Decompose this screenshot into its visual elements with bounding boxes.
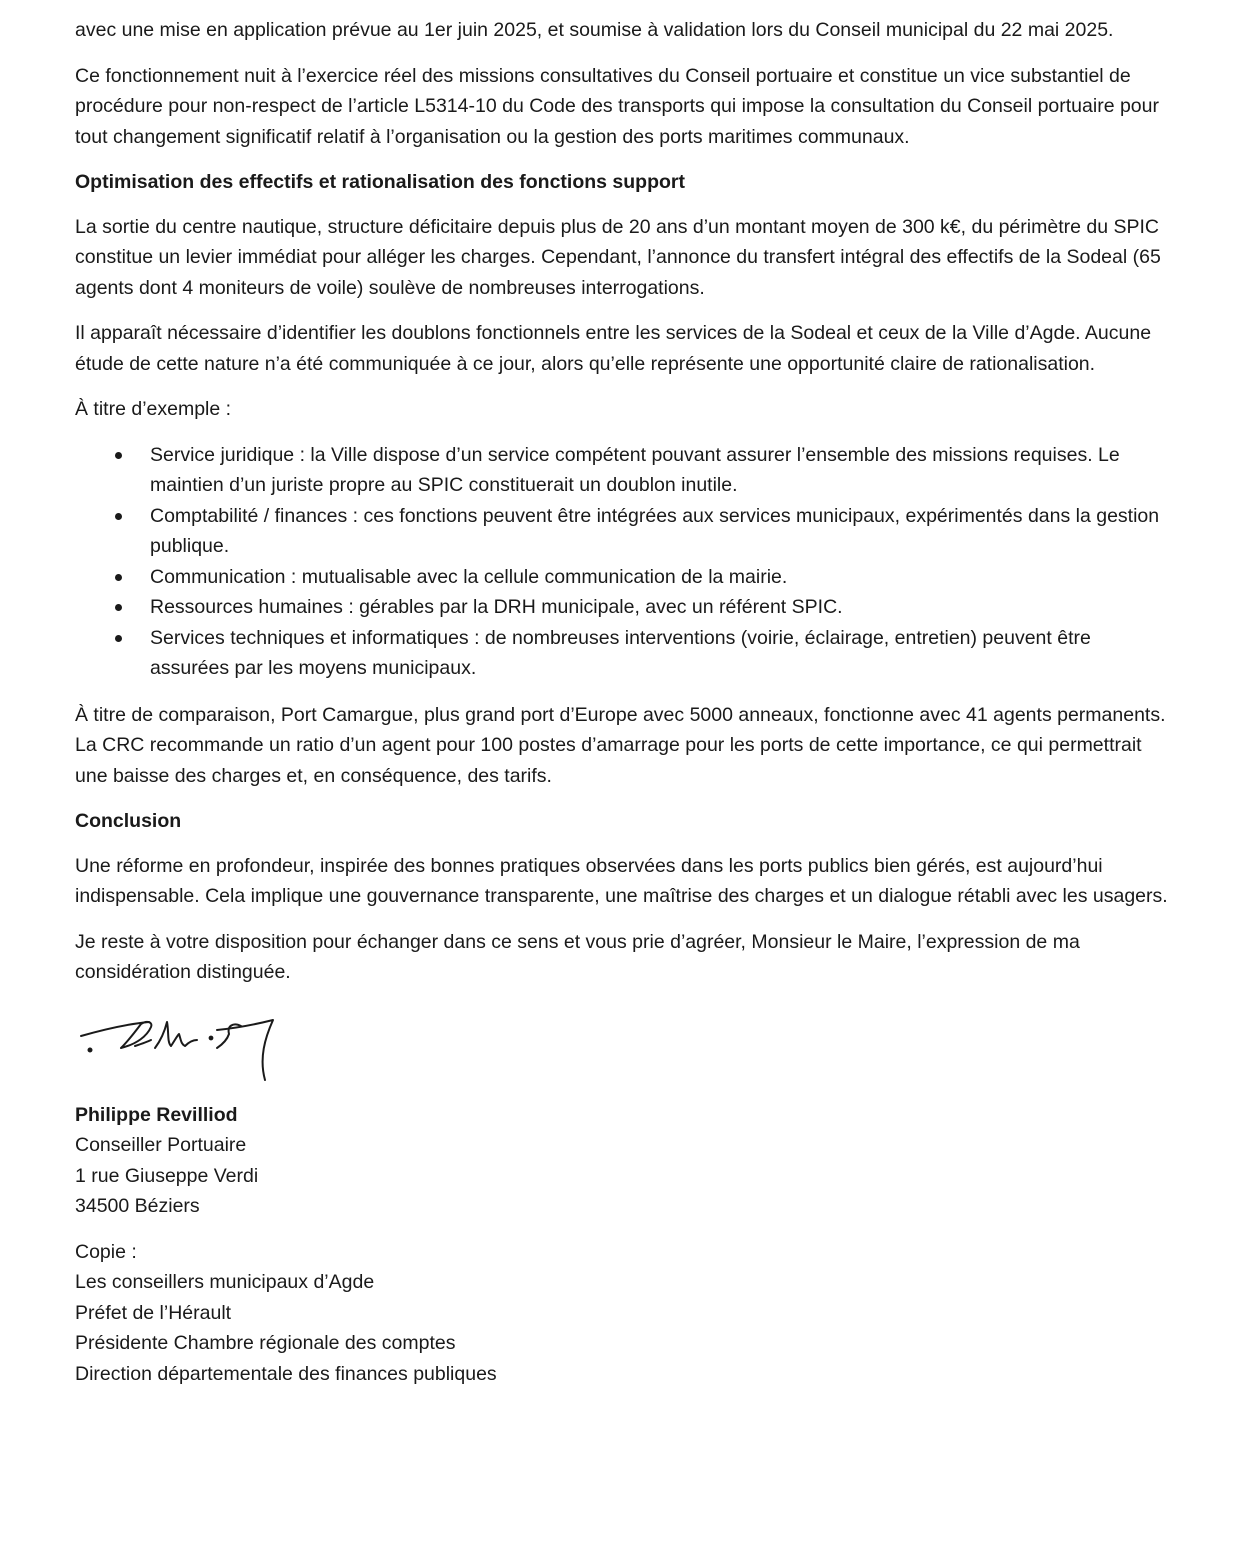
bullet-icon [115,513,122,520]
copy-recipient: Préfet de l’Hérault [75,1301,232,1324]
sender-city: 34500 Béziers [75,1195,200,1217]
list-item-text: Ressources humaines : gérables par la DRH municipale, avec un référent SPIC. [150,596,843,618]
bullet-icon [115,452,122,459]
optimisation-paragraph-1: La sortie du centre nautique, structure déficitaire depuis plus de 20 ans d’un montant moyen de 300 k€, du périmètre du SPIC constitue un levier immédiat pour alléger les charges. Cependant, l’annonce du transfert intégral des effectifs de la Sodeal (65 agents dont 4 moniteurs de voile) soulève de nombreuses interrogations. [75,215,1161,299]
copy-recipient: Les conseillers municipaux d’Agde [75,1271,375,1293]
list-item-text: Services techniques et informatiques : de nombreuses interventions (voirie, éclairage, entretien) peuvent être assurées par les moyens municipaux. [150,626,1091,679]
list-item [75,501,1175,562]
copies-label: Copie : [75,1240,137,1263]
sender-title: Conseiller Portuaire [75,1134,247,1156]
optimisation-paragraph-3: À titre d’exemple : [75,398,232,420]
optimisation-paragraph-2: Il apparaît nécessaire d’identifier les doublons fonctionnels entre les services de la Sodeal et ceux de la Ville d’Agde. Aucune étude de cette nature n’a été communiquée à ce jour, alors qu’elle représente une opportunité claire de rationalisation. [75,322,1152,375]
examples-list [75,440,1175,684]
intro-paragraph-2: Ce fonctionnement nuit à l’exercice réel des missions consultatives du Conseil portuaire et constitue un vice substantiel de procédure pour non-respect de l’article L5314-10 du Code des transports qui impose la consultation du Conseil portuaire pour tout changement significatif relatif à l’organisation ou la gestion des ports maritimes communaux. [75,64,1159,148]
bullet-icon [115,604,122,611]
sender-street: 1 rue Giuseppe Verdi [75,1164,259,1187]
optimisation-paragraph-4: À titre de comparaison, Port Camargue, plus grand port d’Europe avec 5000 anneaux, fonctionne avec 41 agents permanents. La CRC recommande un ratio d’un agent pour 100 postes d’amarrage pour les ports de cette importance, ce qui permettrait une baisse des charges et, en conséquence, des tarifs. [75,703,1166,787]
copy-recipient: Direction départementale des finances publiques [75,1362,497,1385]
copies-block [75,1237,1175,1390]
list-item [75,592,1175,623]
sender-block [75,1100,1175,1222]
list-item-text: Comptabilité / finances : ces fonctions peuvent être intégrées aux services municipaux, expérimentés dans la gestion publique. [150,504,1160,557]
list-item-text: Communication : mutualisable avec la cellule communication de la mairie. [150,565,788,588]
bullet-icon [115,635,122,642]
section-heading-optimisation: Optimisation des effectifs et rationalisation des fonctions support [75,171,685,193]
copy-recipient: Présidente Chambre régionale des comptes [75,1332,456,1354]
bullet-icon [115,574,122,581]
list-item [75,623,1175,684]
list-item [75,562,1175,593]
list-item [75,440,1175,501]
letter-page [75,15,1175,1404]
list-item-text: Service juridique : la Ville dispose d’un service compétent pouvant assurer l’ensemble des missions requises. Le maintien d’un juriste propre au SPIC constituerait un doublon inutile. [150,443,1120,496]
sender-name: Philippe Revilliod [75,1103,238,1126]
signature-image [77,1010,287,1090]
conclusion-paragraph-1: Une réforme en profondeur, inspirée des bonnes pratiques observées dans les ports publics bien gérés, est aujourd’hui indispensable. Cela implique une gouvernance transparente, une maîtrise des charges et un dialogue rétabli avec les usagers. [75,854,1168,907]
section-heading-conclusion: Conclusion [75,810,182,832]
intro-paragraph-1: avec une mise en application prévue au 1er juin 2025, et soumise à validation lors du Conseil municipal du 22 mai 2025. [75,19,1114,41]
conclusion-paragraph-2: Je reste à votre disposition pour échanger dans ce sens et vous prie d’agréer, Monsieur le Maire, l’expression de ma considération distinguée. [75,930,1080,983]
